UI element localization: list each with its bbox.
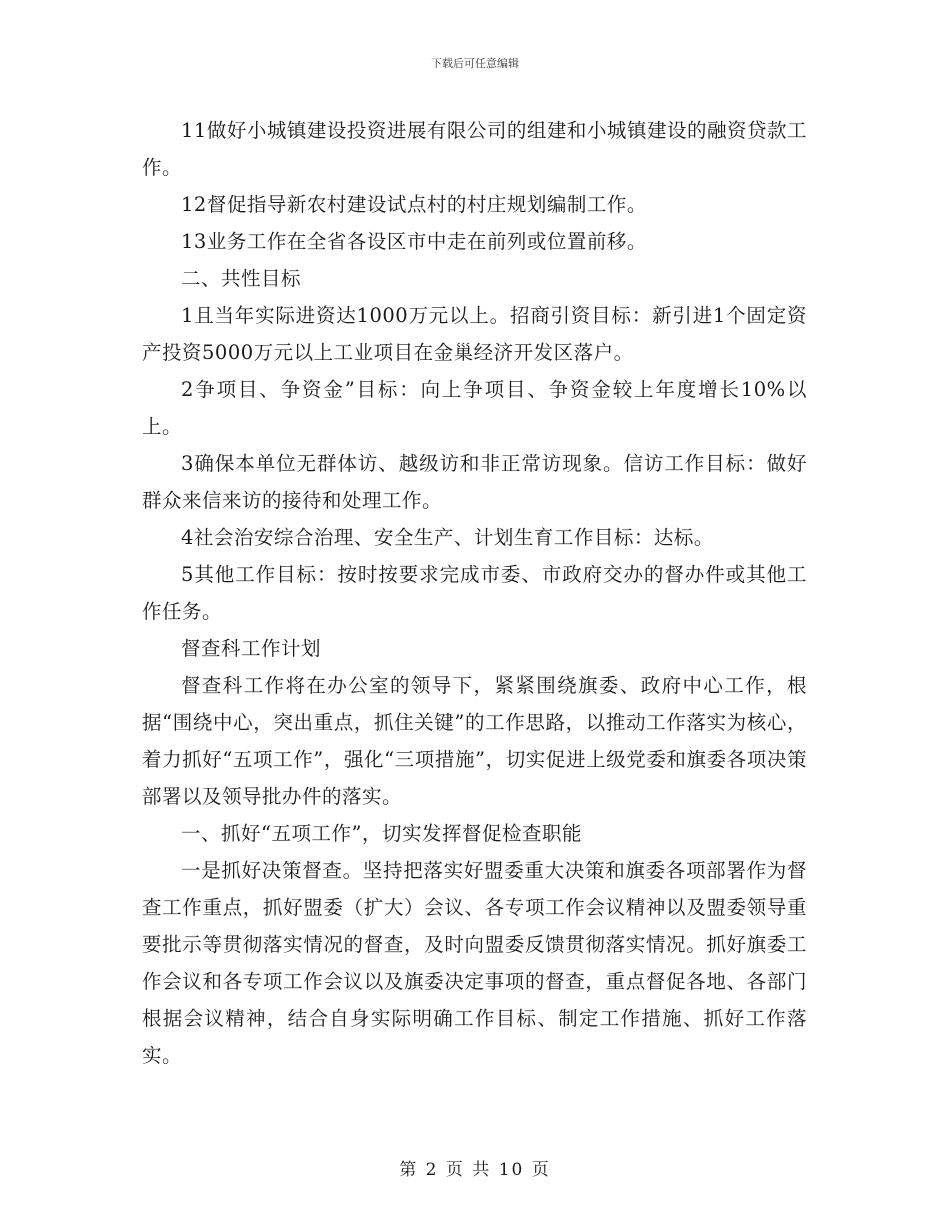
paragraph: 5其他工作目标：按时按要求完成市委、市政府交办的督办件或其他工作任务。 <box>142 563 807 623</box>
page-number: 第 2 页 共 10 页 <box>399 1160 551 1180</box>
document-title: 督查科工作计划 <box>181 637 322 660</box>
document-body <box>142 112 807 1074</box>
paragraph: 11做好小城镇建设投资进展有限公司的组建和小城镇建设的融资贷款工作。 <box>142 119 807 179</box>
paragraph: 12督促指导新农村建设试点村的村庄规划编制工作。 <box>181 193 647 216</box>
page-header: 下载后可任意编辑 <box>431 57 519 70</box>
paragraph: 督查科工作将在办公室的领导下，紧紧围绕旗委、政府中心工作，根据“围绕中心，突出重点，抓住关键”的工作思路，以推动工作落实为核心，着力抓好“五项工作”，强化“三项措施”，切实促进上级党委和旗委各项决策部署以及领导批办件的落实。 <box>142 674 807 808</box>
paragraph: 2争项目、争资金”目标：向上争项目、争资金较上年度增长10%以上。 <box>142 378 807 438</box>
section-heading: 一、抓好“五项工作”，切实发挥督促检查职能 <box>181 822 582 845</box>
paragraph: 13业务工作在全省各设区市中走在前列或位置前移。 <box>181 230 647 253</box>
paragraph: 3确保本单位无群体访、越级访和非正常访现象。信访工作目标：做好群众来信来访的接待和处理工作。 <box>142 452 807 512</box>
paragraph: 1且当年实际进资达1000万元以上。招商引资目标：新引进1个固定资产投资5000万元以上工业项目在金巢经济开发区落户。 <box>142 304 807 364</box>
paragraph: 一是抓好决策督查。坚持把落实好盟委重大决策和旗委各项部署作为督查工作重点，抓好盟委（扩大）会议、各专项工作会议精神以及盟委领导重要批示等贯彻落实情况的督查，及时向盟委反馈贯彻落实情况。抓好旗委工作会议和各专项工作会议以及旗委决定事项的督查，重点督促各地、各部门根据会议精神，结合自身实际明确工作目标、制定工作措施、抓好工作落实。 <box>142 859 807 1067</box>
section-heading: 二、共性目标 <box>181 267 302 290</box>
paragraph: 4社会治安综合治理、安全生产、计划生育工作目标：达标。 <box>181 526 714 549</box>
